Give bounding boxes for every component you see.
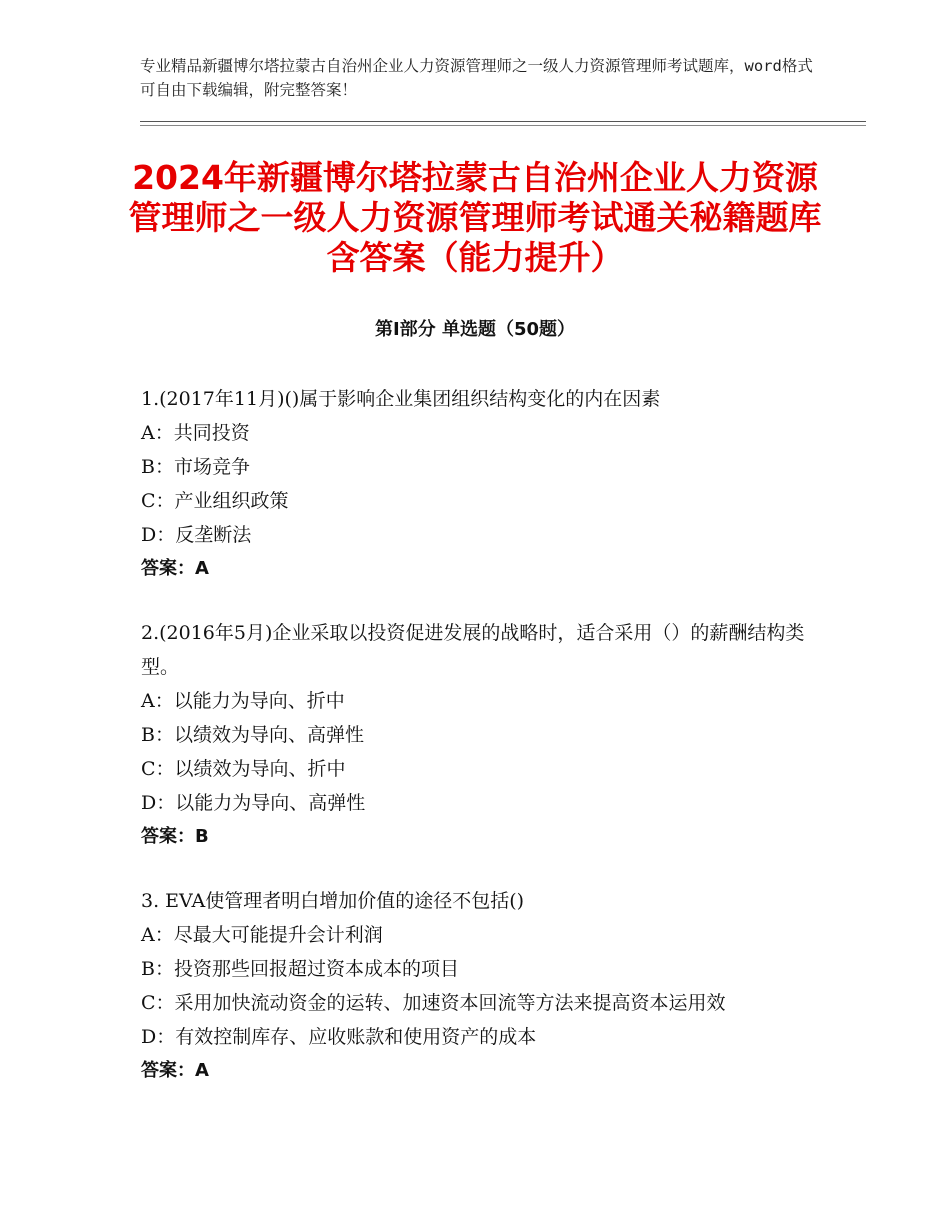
option-c: C：以绩效为导向、折中 (141, 758, 346, 780)
option-a: A：以能力为导向、折中 (141, 690, 345, 712)
option-a: A：尽最大可能提升会计利润 (141, 924, 383, 946)
answer-label: 答案：A (141, 1060, 209, 1081)
page-header: 专业精品新疆博尔塔拉蒙古自治州企业人力资源管理师之一级人力资源管理师考试题库，word格式可自由下载编辑，附完整答案！ (140, 57, 813, 99)
header-divider-thin (140, 125, 866, 126)
option-b: B：以绩效为导向、高弹性 (141, 724, 364, 746)
section-heading: 第Ⅰ部分 单选题（50题） (374, 319, 575, 340)
option-b: B：投资那些回报超过资本成本的项目 (141, 958, 459, 980)
question-3 (141, 884, 811, 1088)
option-b: B：市场竞争 (141, 456, 250, 478)
question-stem: 2.(2016年5月)企业采取以投资促进发展的战略时，适合采用（）的薪酬结构类型。 (141, 622, 805, 678)
document-title: 2024年新疆博尔塔拉蒙古自治州企业人力资源管理师之一级人力资源管理师考试通关秘籍题库含答案（能力提升） (128, 158, 822, 277)
option-d: D：反垄断法 (141, 524, 252, 546)
answer-label: 答案：A (141, 558, 209, 579)
option-c: C：采用加快流动资金的运转、加速资本回流等方法来提高资本运用效 (141, 992, 726, 1014)
question-list (141, 382, 811, 1118)
question-stem: 1.(2017年11月)()属于影响企业集团组织结构变化的内在因素 (141, 388, 661, 410)
option-a: A：共同投资 (141, 422, 250, 444)
question-2 (141, 616, 811, 854)
option-d: D：有效控制库存、应收账款和使用资产的成本 (141, 1026, 537, 1048)
question-1 (141, 382, 811, 586)
option-d: D：以能力为导向、高弹性 (141, 792, 366, 814)
answer-label: 答案：B (141, 826, 209, 847)
question-stem: 3. EVA使管理者明白增加价值的途径不包括() (141, 890, 525, 912)
option-c: C：产业组织政策 (141, 490, 289, 512)
header-divider (140, 121, 866, 122)
